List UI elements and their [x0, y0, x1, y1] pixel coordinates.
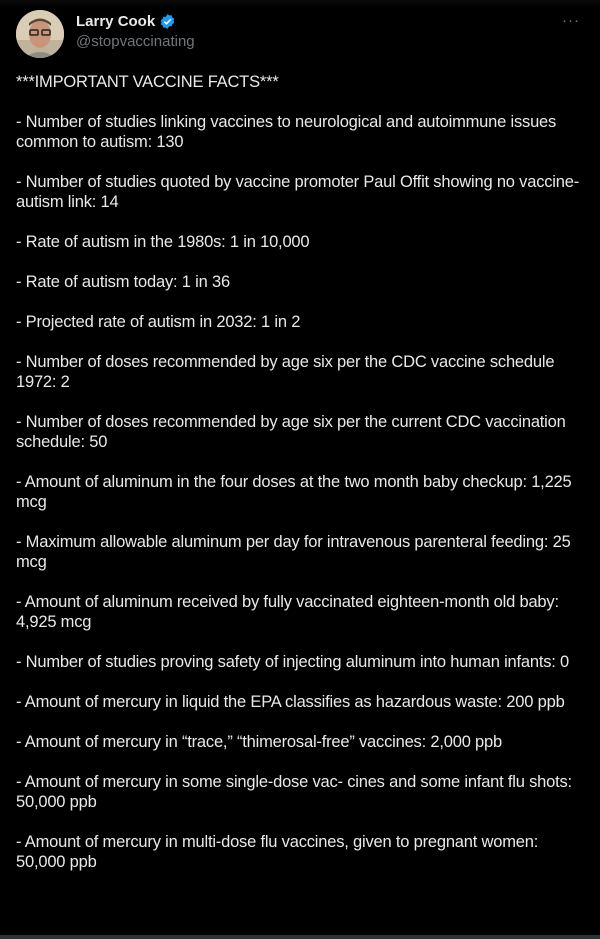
- fact-paragraph: - Amount of mercury in some single-dose vac- cines and some infant flu shots: 50,000 ppb: [16, 773, 572, 811]
- avatar-photo-icon: [16, 10, 64, 58]
- fact-paragraph: - Rate of autism today: 1 in 36: [16, 273, 230, 291]
- more-options-icon[interactable]: ···: [562, 12, 580, 29]
- avatar[interactable]: [16, 10, 64, 58]
- fact-paragraph: - Maximum allowable aluminum per day for intravenous parenteral feeding: 25 mcg: [16, 533, 571, 571]
- tweet-text: [16, 72, 588, 892]
- fact-paragraph: - Amount of mercury in “trace,” “thimerosal-free” vaccines: 2,000 ppb: [16, 733, 502, 751]
- author-name-text: Larry Cook: [76, 13, 156, 30]
- fact-paragraph: - Amount of mercury in multi-dose flu vaccines, given to pregnant women: 50,000 ppb: [16, 833, 539, 871]
- author-name[interactable]: [76, 13, 176, 30]
- verified-badge-icon: [159, 13, 176, 30]
- tweet-heading: ***IMPORTANT VACCINE FACTS***: [16, 73, 279, 91]
- fact-paragraph: - Amount of aluminum in the four doses at the two month baby checkup: 1,225 mcg: [16, 473, 572, 511]
- fact-paragraph: - Number of studies proving safety of injecting aluminum into human infants: 0: [16, 653, 570, 671]
- fact-paragraph: - Number of doses recommended by age six per the CDC vaccine schedule 1972: 2: [16, 353, 555, 391]
- bottom-divider: [0, 935, 600, 939]
- fact-paragraph: - Amount of aluminum received by fully vaccinated eighteen-month old baby: 4,925 mcg: [16, 593, 559, 631]
- fact-paragraph: - Number of doses recommended by age six per the current CDC vaccination schedule: 50: [16, 413, 566, 451]
- fact-paragraph: - Number of studies linking vaccines to neurological and autoimmune issues common to autism: 130: [16, 113, 557, 151]
- fact-paragraph: - Rate of autism in the 1980s: 1 in 10,000: [16, 233, 310, 251]
- fact-paragraph: - Projected rate of autism in 2032: 1 in 2: [16, 313, 301, 331]
- top-edge: [0, 0, 600, 8]
- fact-paragraph: - Number of studies quoted by vaccine promoter Paul Offit showing no vaccine-autism link: 14: [16, 173, 580, 211]
- fact-paragraph: - Amount of mercury in liquid the EPA classifies as hazardous waste: 200 ppb: [16, 693, 565, 711]
- author-handle[interactable]: @stopvaccinating: [76, 33, 195, 50]
